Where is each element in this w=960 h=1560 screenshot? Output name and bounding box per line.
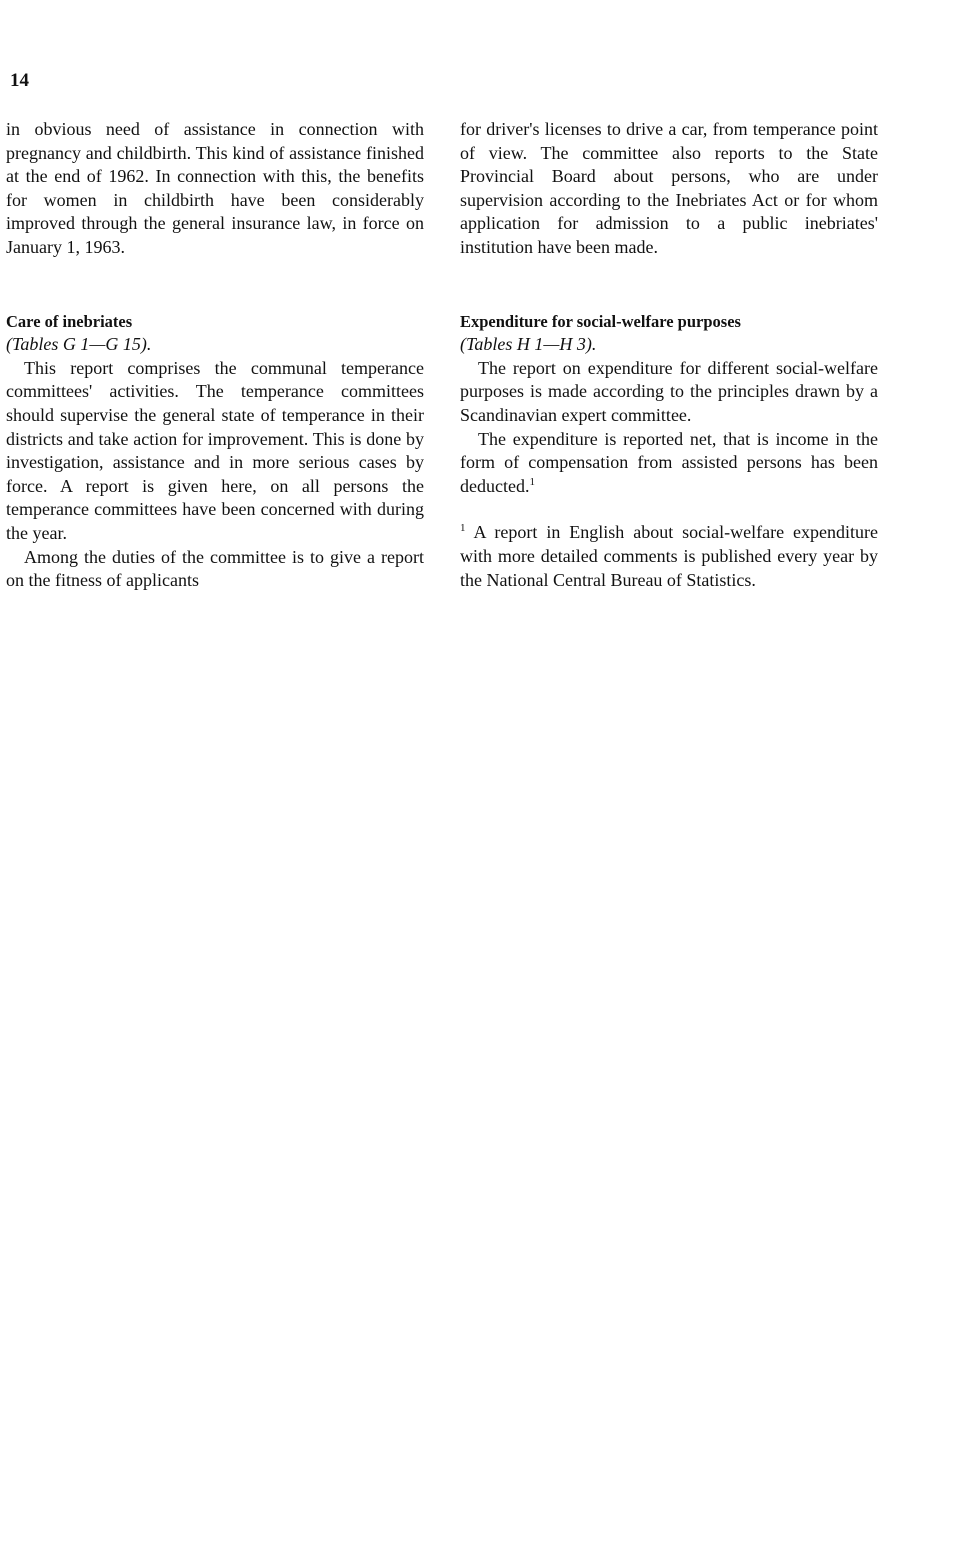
left-paragraph-2: Among the duties of the committee is to give a report on the fitness of applicants xyxy=(6,546,424,591)
left-intro-paragraph: in obvious need of assistance in connection with pregnancy and childbirth. This kind of assistance finished at the end of 1962. In connection with this, the benefits for women in childbirth have been considerably improved through the general insurance law, in force on January 1, 1963. xyxy=(6,119,424,257)
footnote-text: A report in English about social-welfare expenditure with more detailed comments is published every year by the National Central Bureau of Statistics. xyxy=(460,522,878,590)
care-of-inebriates-heading: Care of inebriates xyxy=(6,311,133,331)
expenditure-heading: Expenditure for social-welfare purposes xyxy=(460,311,741,331)
care-of-inebriates-tables-ref: (Tables G 1—G 15). xyxy=(6,334,152,355)
right-paragraph-2-text: The expenditure is reported net, that is income in the form of compensation from assisted persons has been deducted. xyxy=(460,428,878,496)
footnote xyxy=(460,521,878,592)
footnote-marker: 1 xyxy=(529,475,535,488)
page-number: 14 xyxy=(10,70,29,91)
left-paragraph-1: This report comprises the communal temperance committees' activities. The temperance committees should supervise the general state of temperance in their districts and take action for improvement. This is done by investigation, assistance and in more serious cases by force. A report is given here, on all persons the temperance committees have been concerned with during the year. xyxy=(6,357,424,543)
right-paragraph-1: The report on expenditure for different social-welfare purposes is made according to the principles drawn by a Scandinavian expert committee. xyxy=(460,357,878,425)
right-intro-paragraph: for driver's licenses to drive a car, from temperance point of view. The committee also reports to the State Provincial Board about persons, who are under supervision according to the Inebriates Act or for whom application for admission to a public inebriates' institution have been made. xyxy=(460,119,878,257)
footnote-number: 1 xyxy=(460,522,466,535)
right-column xyxy=(460,118,878,592)
left-column xyxy=(6,118,424,593)
right-paragraph-2 xyxy=(460,428,878,499)
expenditure-tables-ref: (Tables H 1—H 3). xyxy=(460,334,597,355)
